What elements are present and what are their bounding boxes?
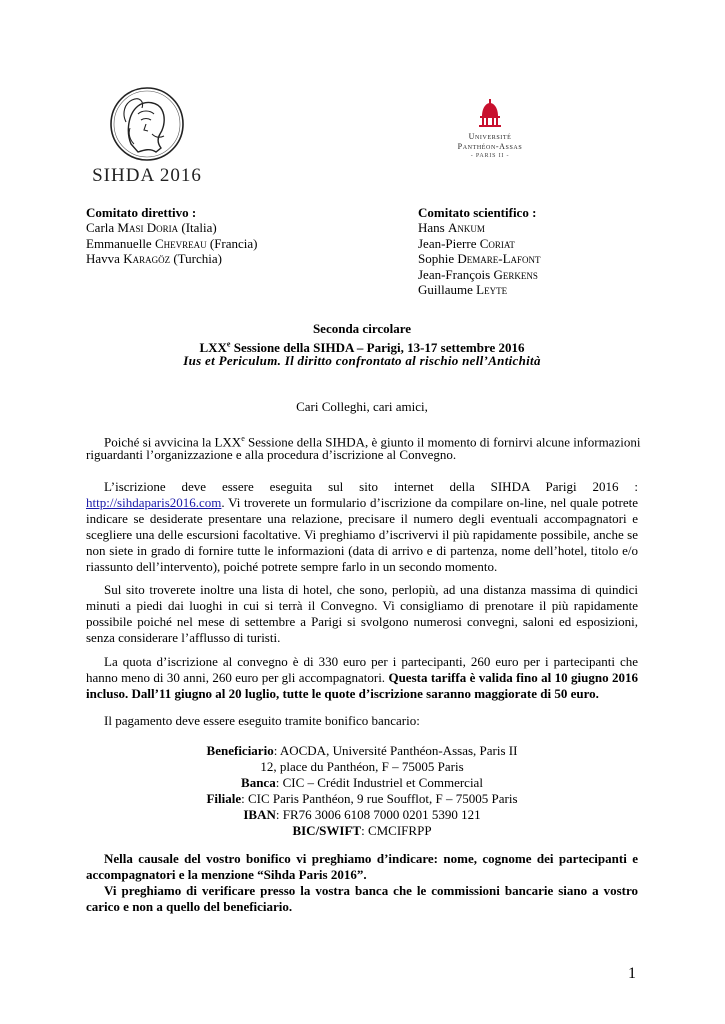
paragraph-line: La quota d’iscrizione al convegno è di 330 euro per i partecipanti, 260 euro per i partecipanti che xyxy=(104,654,638,669)
paragraph-line: L’iscrizione deve essere eseguita sul sito internet della SIHDA Parigi 2016 : xyxy=(104,479,638,494)
paragraph-line: scegliere una delle escursioni facoltative. Vi preghiamo d’iscrivervi il più rapidamente possibile, anche se xyxy=(86,527,638,542)
paragraph-line: riassunto dell’intervento), poiché potrete sempre farlo in un secondo momento. xyxy=(86,559,498,574)
paragraph-line: hanno meno di 30 anni, 260 euro per gli accompagnatori. Questa tariffa è valida fino al 10 giugno 2016 xyxy=(86,670,638,685)
pantheon-dome-icon xyxy=(475,98,505,128)
bank-iban: IBAN: FR76 3006 6108 7000 0201 5390 121 xyxy=(243,807,481,822)
paragraph-line: Sul sito troverete inoltre una lista di hotel, che sono, perlopiù, ad una distanza massima di quindici xyxy=(104,582,638,597)
scientifico-member: Guillaume Leyte xyxy=(418,281,508,297)
paragraph-fees xyxy=(86,654,638,702)
bank-beneficiary: Beneficiario: AOCDA, Université Panthéon-Assas, Paris II xyxy=(206,743,518,758)
page-number: 1 xyxy=(628,965,636,982)
paragraph-intro xyxy=(86,431,641,463)
comitato-scientifico-heading: Comitato scientifico : xyxy=(418,205,537,220)
paragraph-line: indicare se desiderate presentare una relazione, precisare il numero degli eventuali accompagnatori e xyxy=(86,511,638,526)
paragraph-registration xyxy=(86,479,638,575)
paragraph-line: carico e non a quello del beneficiario. xyxy=(86,899,293,914)
comitato-direttivo xyxy=(86,205,376,267)
circular-title: Seconda circolare xyxy=(312,321,412,336)
sihda-logo xyxy=(86,84,208,186)
paragraph-line: Poiché si avvicina la LXXe Sessione della SIHDA, è giunto il momento di fornirvi alcune informazioni xyxy=(104,434,641,450)
bank-details xyxy=(86,743,638,839)
greeting: Cari Colleghi, cari amici, xyxy=(296,399,428,414)
scientifico-member: Jean-Pierre Coriat xyxy=(418,235,515,251)
paragraph-payment xyxy=(86,713,638,729)
paragraph-line: http://sihdaparis2016.com. Vi troverete un formulario d’iscrizione da compilare on-line, nel quale potrete xyxy=(86,495,638,510)
sihda-logo-text: SIHDA 2016 xyxy=(92,165,202,186)
university-name-line3: - PARIS II - xyxy=(470,153,510,159)
sihda-coin-image xyxy=(86,84,208,186)
scientifico-member: Jean-François Gerkens xyxy=(418,266,538,282)
comitato-scientifico xyxy=(418,205,668,297)
session-title: LXXe Sessione della SIHDA – Parigi, 13-17 settembre 2016 xyxy=(199,340,525,356)
conference-theme: Ius et Periculum. Il diritto confrontato al rischio nell’Antichità xyxy=(183,353,541,368)
paragraph-line: incluso. Dall’11 giugno al 20 luglio, tutte le quote d’iscrizione saranno maggiorate di 50 euro. xyxy=(86,686,599,701)
paragraph-hotels xyxy=(86,582,638,646)
direttivo-member: Emmanuelle Chevreau (Francia) xyxy=(86,235,258,251)
bank-branch: Filiale: CIC Paris Panthéon, 9 rue Soufflot, F – 75005 Paris xyxy=(206,791,518,806)
paragraph-line: minuti a piedi dai luoghi in cui si terrà il Convegno. Vi consigliamo di prenotare il più rapidamente xyxy=(86,598,638,613)
bank-name: Banca: CIC – Crédit Industriel et Commercial xyxy=(241,775,483,790)
university-logo xyxy=(438,98,542,162)
paragraph-line: senza considerare l’afflusso di turisti. xyxy=(86,630,281,645)
paragraph-line: Il pagamento deve essere eseguito tramite bonifico bancario: xyxy=(104,713,420,728)
bank-address: 12, place du Panthéon, F – 75005 Paris xyxy=(260,759,464,774)
paragraph-line: possibile poiché nel mese di settembre a Parigi si svolgono numerosi convegni, saloni ed esposizioni, xyxy=(86,614,638,629)
bank-bic: BIC/SWIFT: CMCIFRPP xyxy=(292,823,432,838)
comitato-direttivo-heading: Comitato direttivo : xyxy=(86,205,197,220)
paragraph-line: Nella causale del vostro bonifico vi preghiamo d’indicare: nome, cognome dei partecipanti e xyxy=(104,851,638,866)
paragraph-line: accompagnatori e la menzione “Sihda Paris 2016”. xyxy=(86,867,367,882)
paragraph-transfer-notes xyxy=(86,851,638,915)
direttivo-member: Carla Masi Doria (Italia) xyxy=(86,220,217,236)
direttivo-member: Havva Karagöz (Turchia) xyxy=(86,251,222,267)
scientifico-member: Sophie Demare-Lafont xyxy=(418,251,541,267)
paragraph-line: riguardanti l’organizzazione e alla procedura d’iscrizione al Convegno. xyxy=(86,447,457,462)
sihda-website-link[interactable]: http://sihdaparis2016.com xyxy=(86,495,222,510)
university-name-line1: Université xyxy=(468,132,512,141)
paragraph-line: non siete in grado di fornire tutte le informazioni (data di arrivo e di partenza, nome dell’hotel, titolo e/o xyxy=(86,543,638,558)
scientifico-member: Hans Ankum xyxy=(418,220,485,236)
title-block xyxy=(86,321,638,369)
paragraph-line: Vi preghiamo di verificare presso la vostra banca che le commissioni bancarie siano a vostro xyxy=(104,883,638,898)
university-name-line2: Panthéon-Assas xyxy=(457,142,523,151)
